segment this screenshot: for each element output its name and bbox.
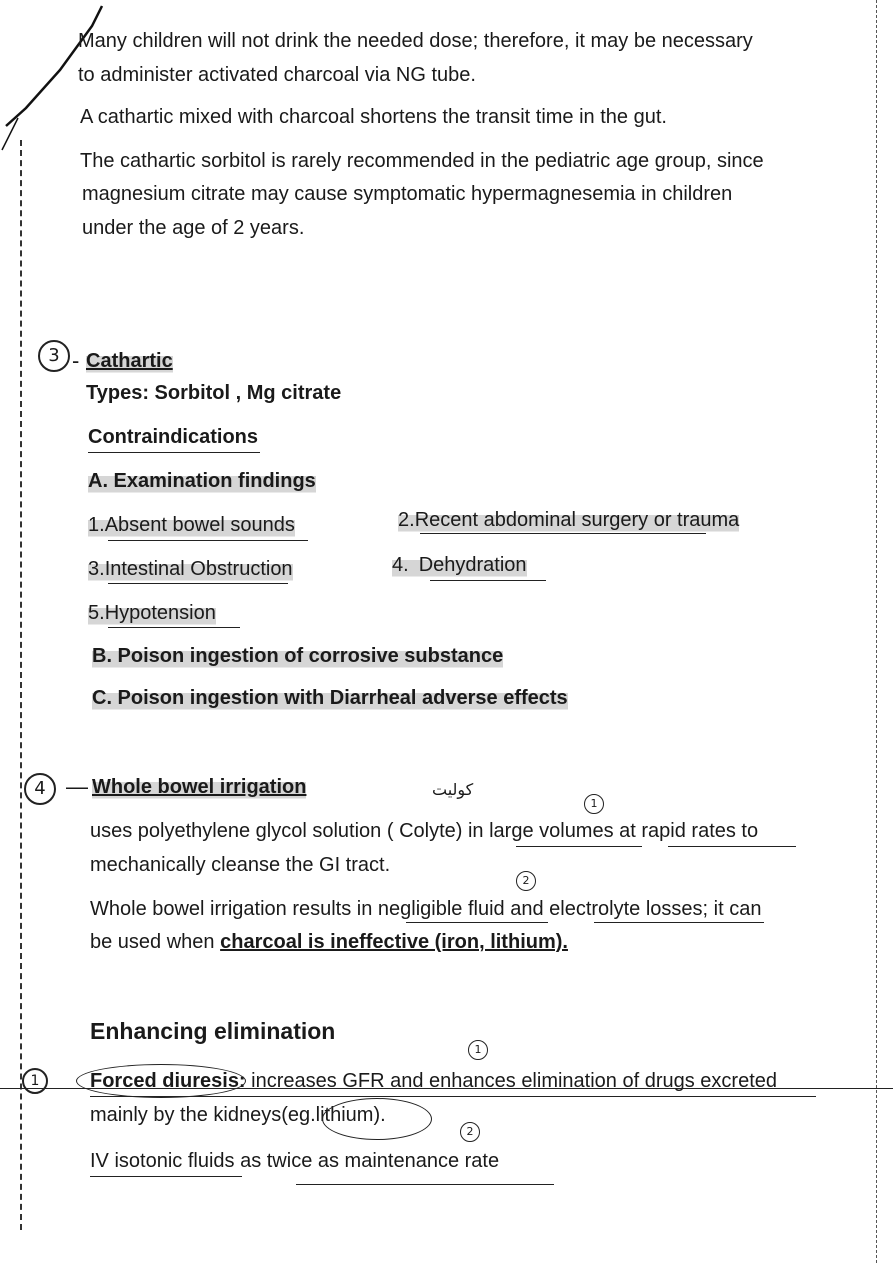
whole-bowel-line4-pre: be used when — [90, 931, 221, 953]
contra-item-5-num: 5. — [88, 602, 105, 624]
contra-item-4-label: Dehydration — [418, 554, 527, 576]
intro-p2: A cathartic mixed with charcoal shortens the transit time in the gut. — [80, 106, 667, 128]
intro-p3-line3: under the age of 2 years. — [82, 217, 305, 239]
contra-item-3-num: 3. — [88, 558, 105, 580]
intro-p1-line1: Many children will not drink the needed dose; therefore, it may be necessary — [78, 30, 753, 52]
contra-item-1-underline — [108, 540, 308, 541]
forced-diuresis-rest: increases GFR and enhances elimination of drugs excreted — [245, 1070, 778, 1092]
contra-item-5-underline — [108, 627, 240, 628]
contra-item-2-label: Recent abdominal surgery or trauma — [414, 509, 740, 531]
enh-mark-2-icon: 2 — [460, 1122, 480, 1142]
enhancing-line3: IV isotonic fluids as twice as maintenance rate — [90, 1150, 500, 1172]
poison-c: C. Poison ingestion with Diarrheal adverse effects — [92, 687, 568, 709]
contra-item-2-underline — [420, 533, 706, 534]
whole-bowel-title: Whole bowel irrigation — [92, 776, 307, 798]
electrolyte-losses-underline — [594, 922, 764, 923]
section-number-4: 4 — [24, 773, 56, 805]
contra-item-5-label: Hypotension — [104, 602, 216, 624]
contra-item-1 — [88, 512, 295, 538]
left-margin-dashed-line — [20, 140, 22, 1230]
poison-b: B. Poison ingestion of corrosive substance — [92, 645, 504, 667]
mark-1-icon: 1 — [584, 794, 604, 814]
mark-2-icon: 2 — [516, 871, 536, 891]
contra-item-3-label: Intestinal Obstruction — [104, 558, 293, 580]
forced-diuresis-underline — [90, 1096, 816, 1097]
section-number-3: 3 — [38, 340, 70, 372]
contra-item-3-underline — [108, 583, 288, 584]
enhancing-number-1: 1 — [22, 1068, 48, 1094]
contra-item-2-num: 2. — [398, 509, 415, 531]
exam-findings-label: A. Examination findings — [88, 470, 316, 492]
contra-item-4 — [392, 552, 527, 578]
whole-bowel-line4-bold: charcoal is ineffective (iron, lithium). — [220, 931, 568, 953]
right-margin-dashed-line — [876, 0, 877, 1263]
contra-item-5 — [88, 600, 216, 626]
forced-diuresis-line — [90, 1068, 777, 1094]
enh-mark-1-icon: 1 — [468, 1040, 488, 1060]
cathartic-title: Cathartic — [86, 350, 173, 372]
intro-p3-line1: The cathartic sorbitol is rarely recommended in the pediatric age group, since — [80, 150, 764, 172]
whole-bowel-line1: uses polyethylene glycol solution ( Colyte) in large volumes at rapid rates to — [90, 820, 759, 842]
intro-p1-line2: to administer activated charcoal via NG tube. — [78, 64, 476, 86]
large-volumes-underline — [516, 846, 642, 847]
iv-isotonic-underline — [90, 1176, 242, 1177]
lithium-oval — [322, 1098, 432, 1140]
contraindications-label: Contraindications — [88, 426, 259, 448]
contra-item-4-underline — [430, 580, 546, 581]
whole-bowel-line3: Whole bowel irrigation results in negligible fluid and electrolyte losses; it can — [90, 898, 762, 920]
whole-bowel-line2: mechanically cleanse the GI tract. — [90, 854, 391, 876]
section-dash: - — [72, 348, 80, 373]
contra-item-1-num: 1. — [88, 514, 105, 536]
enhancing-heading: Enhancing elimination — [90, 1018, 336, 1044]
negligible-fluid-underline — [406, 922, 548, 923]
rapid-rates-underline — [668, 846, 796, 847]
section-dash-4: — — [66, 774, 88, 799]
cathartic-types: Types: Sorbitol , Mg citrate — [86, 382, 342, 404]
whole-bowel-line4 — [90, 929, 568, 955]
forced-diuresis-label: Forced diuresis: — [90, 1070, 246, 1092]
contra-item-1-label: Absent bowel sounds — [104, 514, 295, 536]
contra-item-2 — [398, 507, 739, 533]
arabic-note-colyte: كوليت — [432, 780, 474, 799]
contra-item-3 — [88, 556, 293, 582]
maintenance-underline — [296, 1184, 554, 1185]
intro-p3-line2: magnesium citrate may cause symptomatic hypermagnesemia in children — [82, 183, 733, 205]
contra-item-4-num: 4. — [392, 554, 409, 576]
enhancing-line2: mainly by the kidneys(eg.lithium). — [90, 1104, 386, 1126]
contraindications-underline — [88, 452, 260, 453]
